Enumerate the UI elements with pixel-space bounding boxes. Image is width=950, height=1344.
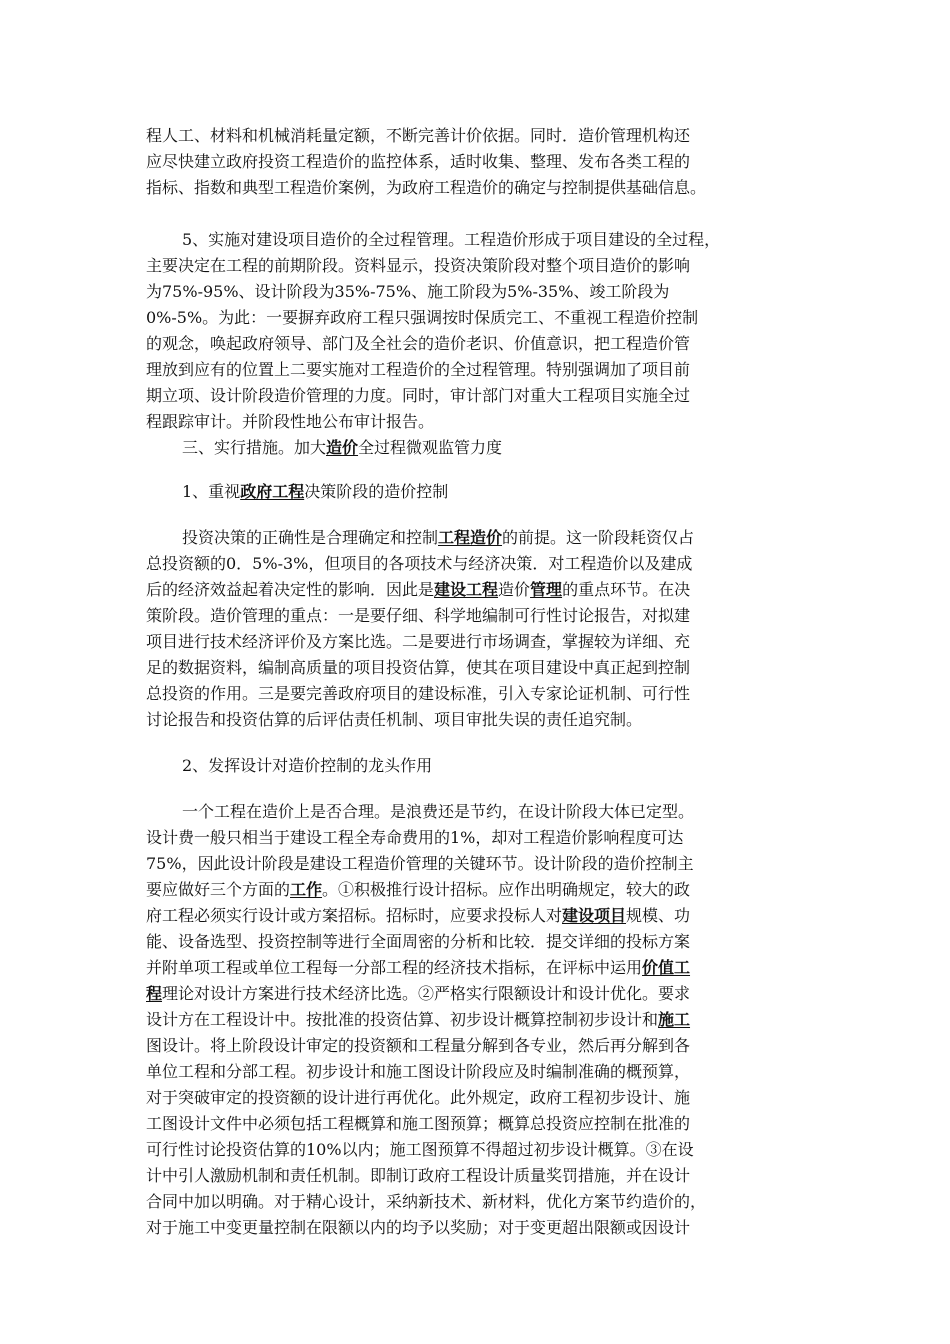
paragraph-line: 投资决策的正确性是合理确定和控制工程造价的前提。这一阶段耗资仅占 (182, 528, 695, 547)
paragraph-line: 要应做好三个方面的工作。①积极推行设计招标。应作出明确规定，较大的政 (146, 880, 691, 899)
paragraph-line: 府工程必须实行设计或方案招标。招标时，应要求投标人对建设项目规模、功 (146, 906, 691, 925)
paragraph-line: 5、实施对建设项目造价的全过程管理。工程造价形成于项目建设的全过程， (182, 230, 721, 249)
keyword-link[interactable]: 造价 (326, 438, 359, 457)
paragraph-line: 讨论报告和投资估算的后评估责任机制、项目审批失误的责任追究制。 (146, 710, 643, 729)
section-heading: 三、实行措施。加大造价全过程微观监管力度 (182, 438, 503, 457)
paragraph-line: 足的数据资料，编制高质量的项目投资估算，使其在项目建设中真正起到控制 (146, 658, 691, 677)
keyword-link[interactable]: 施工 (658, 1010, 691, 1029)
keyword-link[interactable]: 建设项目 (562, 906, 627, 925)
paragraph-line: 主要决定在工程的前期阶段。资料显示，投资决策阶段对整个项目造价的影响 (146, 256, 691, 275)
paragraph-line: 程人工、材料和机械消耗量定额，不断完善计价依据。同时．造价管理机构还 (146, 126, 691, 145)
paragraph-line: 指标、指数和典型工程造价案例，为政府工程造价的确定与控制提供基础信息。 (146, 178, 707, 197)
keyword-link[interactable]: 程 (146, 984, 163, 1003)
paragraph-line: 一个工程在造价上是否合理。是浪费还是节约，在设计阶段大体已定型。 (182, 802, 695, 821)
paragraph-line: 为75%-95%、设计阶段为35%-75%、施工阶段为5%-35%、竣工阶段为 (146, 282, 670, 301)
paragraph-line: 后的经济效益起着决定性的影响．因此是建设工程造价管理的重点环节。在决 (146, 580, 691, 599)
paragraph-line: 项目进行技术经济评价及方案比选。二是要进行市场调查，掌握较为详细、充 (146, 632, 691, 651)
paragraph-line: 工图设计文件中必须包括工程概算和施工图预算；概算总投资应控制在批准的 (146, 1114, 691, 1133)
paragraph-line: 总投资额的0．5%-3%，但项目的各项技术与经济决策．对工程造价以及建成 (146, 554, 693, 573)
paragraph-line: 总投资的作用。三是要完善政府项目的建设标准，引入专家论证机制、可行性 (146, 684, 691, 703)
keyword-link[interactable]: 工程造价 (438, 528, 503, 547)
paragraph-line: 设计方在工程设计中。按批准的投资估算、初步设计概算控制初步设计和施工 (146, 1010, 691, 1029)
paragraph-line: 的观念，唤起政府领导、部门及全社会的造价老识、价值意识，把工程造价管 (146, 334, 691, 353)
paragraph-line: 策阶段。造价管理的重点：一是要仔细、科学地编制可行性讨论报告，对拟建 (146, 606, 691, 625)
paragraph-line: 应尽快建立政府投资工程造价的监控体系，适时收集、整理、发布各类工程的 (146, 152, 691, 171)
paragraph-line: 程跟踪审计。并阶段性地公布审计报告。 (146, 412, 435, 431)
paragraph-line: 图设计。将上阶段设计审定的投资额和工程量分解到各专业，然后再分解到各 (146, 1036, 691, 1055)
paragraph-line: 能、设备选型、投资控制等进行全面周密的分析和比较．提交详细的投标方案 (146, 932, 691, 951)
keyword-link[interactable]: 价值工 (642, 958, 691, 977)
paragraph-line: 合同中加以明确。对于精心设计，采纳新技术、新材料，优化方案节约造价的， (146, 1192, 707, 1211)
keyword-link[interactable]: 工作 (290, 880, 323, 899)
paragraph-line: 0%-5%。为此：一要摒弃政府工程只强调按时保质完工、不重视工程造价控制 (146, 308, 699, 327)
paragraph-line: 对于突破审定的投资额的设计进行再优化。此外规定，政府工程初步设计、施 (146, 1088, 691, 1107)
keyword-link[interactable]: 管理 (530, 580, 563, 599)
paragraph-line: 程理论对设计方案进行技术经济比选。②严格实行限额设计和设计优化。要求 (146, 984, 691, 1003)
paragraph-line: 单位工程和分部工程。初步设计和施工图设计阶段应及时编制准确的概预算， (146, 1062, 691, 1081)
paragraph-line: 理放到应有的位置上二要实施对工程造价的全过程管理。特别强调加了项目前 (146, 360, 691, 379)
paragraph-line: 并附单项工程或单位工程每一分部工程的经济技术指标，在评标中运用价值工 (146, 958, 691, 977)
keyword-link[interactable]: 政府工程 (240, 482, 305, 501)
keyword-link[interactable]: 建设工程 (434, 580, 499, 599)
paragraph-line: 期立项、设计阶段造价管理的力度。同时，审计部门对重大工程项目实施全过 (146, 386, 691, 405)
paragraph-line: 75%，因此设计阶段是建设工程造价管理的关键环节。设计阶段的造价控制主 (146, 854, 694, 873)
paragraph-line: 设计费一般只相当于建设工程全寿命费用的1%，却对工程造价影响程度可达 (146, 828, 684, 847)
paragraph-line: 对于施工中变更量控制在限额以内的均予以奖励；对于变更超出限额或因设计 (146, 1218, 691, 1237)
paragraph-line: 可行性讨论投资估算的10%以内；施工图预算不得超过初步设计概算。③在设 (146, 1140, 694, 1159)
subsection-heading: 2、发挥设计对造价控制的龙头作用 (182, 756, 433, 775)
paragraph-line: 计中引人激励机制和责任机制。即制订政府工程设计质量奖罚措施，并在设计 (146, 1166, 691, 1185)
subsection-heading: 1、重视政府工程决策阶段的造价控制 (182, 482, 449, 501)
